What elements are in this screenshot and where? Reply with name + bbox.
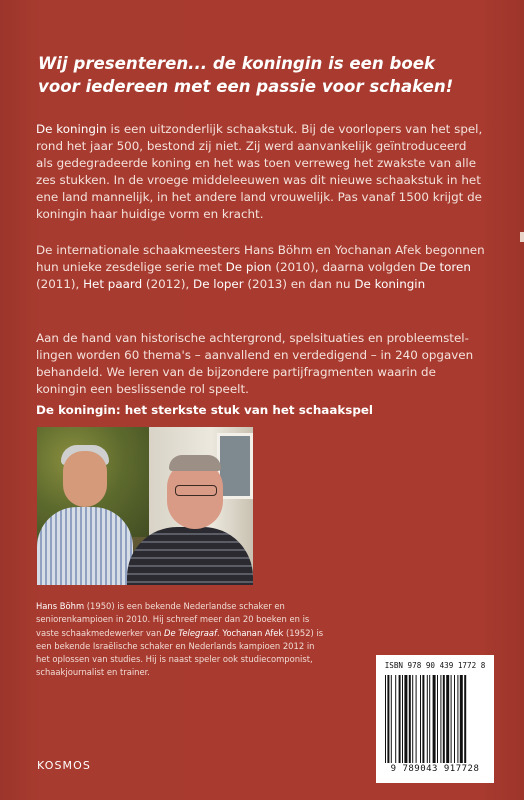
- bio-text: vaste schaakmedewerker van: [36, 627, 165, 638]
- glasses-icon: [175, 485, 217, 496]
- paragraph-line: [36, 259, 506, 276]
- bio-line: [36, 600, 366, 613]
- barcode-bar: [399, 675, 401, 763]
- paragraph-line: lingen worden 60 thema's – aanvallend en verdedigend – in 240 opgaven: [36, 348, 474, 362]
- paragraph-text: (2012),: [142, 277, 194, 291]
- authors-photo: [37, 427, 253, 585]
- barcode-bars-icon: [385, 675, 489, 763]
- paragraph-line: koningin een beslissende rol speelt.: [36, 382, 249, 396]
- paragraph-line: [36, 121, 506, 138]
- barcode-bar: [409, 675, 411, 763]
- barcode-bar: [437, 675, 438, 763]
- paragraph-line: ene land mannelijk, in het andere land vrouwelijk. Pas vanaf 1500 krijgt de: [36, 190, 482, 204]
- barcode-bar: [451, 675, 452, 763]
- author-bio: [36, 600, 366, 680]
- edge-mark: [520, 232, 524, 242]
- paragraph-line: als gedegradeerde koning en het was toen verreweg het zwakste van alle: [36, 156, 477, 170]
- barcode-bar: [427, 675, 428, 763]
- author-name-afek: Yochanan Afek: [222, 627, 284, 638]
- barcode-bar: [429, 675, 430, 763]
- barcode-bar: [416, 675, 417, 763]
- barcode-bar: [433, 675, 436, 763]
- barcode-bar: [391, 675, 392, 763]
- paragraph-line: Aan de hand van historische achtergrond, spelsituaties en probleemstel-: [36, 331, 469, 345]
- barcode-bar: [385, 675, 386, 763]
- publisher-logo: KOSMOS: [37, 759, 91, 772]
- bio-text: (1952) is: [283, 627, 324, 638]
- series-title-loper: De loper: [193, 277, 244, 291]
- barcode-bar: [457, 675, 458, 763]
- isbn-label: ISBN 978 90 439 1772 8: [384, 661, 486, 670]
- barcode-bar: [464, 675, 466, 763]
- barcode-bar: [395, 675, 396, 763]
- paragraph-line: [36, 276, 506, 293]
- barcode: [376, 655, 494, 783]
- intro-paragraph: [36, 121, 506, 223]
- content-paragraph: [36, 330, 506, 398]
- barcode-bar: [420, 675, 421, 763]
- paragraph-text: is een uitzonderlijk schaakstuk. Bij de voorlopers van het spel,: [106, 122, 483, 136]
- bio-line: een bekende Israëlische schaker en Nederlands kampioen 2012 in: [36, 640, 315, 651]
- barcode-bar: [402, 675, 403, 763]
- paragraph-line: rond het jaar 500, bestond zij niet. Zij werd aanvankelijk geïntroduceerd: [36, 139, 467, 153]
- author-name-bohm: Hans Böhm: [36, 601, 85, 611]
- book-title: De koningin: [36, 122, 107, 136]
- bio-line: [36, 627, 366, 640]
- bio-line: het oplossen van studies. Hij is naast speler ook studiecomponist,: [36, 654, 313, 665]
- bio-text: .: [217, 627, 223, 638]
- series-paragraph: [36, 242, 506, 293]
- barcode-bar: [454, 675, 455, 763]
- barcode-bar: [404, 675, 407, 763]
- barcode-bar: [422, 675, 424, 763]
- paragraph-text: (2013) en dan nu: [243, 277, 355, 291]
- headline-line: Wij presenteren... de koningin is een boek: [38, 54, 436, 73]
- headline: [38, 52, 508, 98]
- author-left-shirt: [37, 507, 133, 585]
- newspaper-title: De Telegraaf: [164, 627, 217, 638]
- paragraph-line: koningin haar huidige vorm en kracht.: [36, 207, 264, 221]
- series-title-koningin: De koningin: [354, 277, 426, 291]
- series-title-toren: De toren: [419, 260, 471, 274]
- paragraph-line: behandeld. We leren van de bijzondere partijfragmenten waarin de: [36, 365, 436, 379]
- bio-text: (1950) is een bekende Nederlandse schaker en: [84, 601, 285, 611]
- headline-line: voor iedereen met een passie voor schaken!: [38, 77, 454, 96]
- paragraph-text: (2011),: [36, 277, 80, 291]
- tagline: De koningin: het sterkste stuk van het schaakspel: [36, 403, 373, 417]
- paragraph-text: (2010), daarna volgden: [271, 260, 420, 274]
- author-left-face: [63, 451, 107, 507]
- bio-line: schaakjournalist en trainer.: [36, 667, 150, 678]
- barcode-bar: [440, 675, 441, 763]
- bio-line: seniorenkampioen in 2010. Hij schreef meer dan 20 boeken en is: [36, 614, 310, 625]
- author-right-hair: [169, 455, 221, 471]
- paragraph-line: zes stukken. In de vroege middeleeuwen was dit nieuwe schaakstuk in het: [36, 173, 481, 187]
- barcode-bar: [460, 675, 463, 763]
- barcode-bar: [443, 675, 445, 763]
- barcode-digits: 9 789043 917728: [390, 764, 480, 774]
- series-title-paard: Het paard: [83, 277, 143, 291]
- series-title-pion: De pion: [225, 260, 272, 274]
- barcode-bar: [446, 675, 449, 763]
- barcode-bar: [412, 675, 413, 763]
- paragraph-line: De internationale schaakmeesters Hans Böhm en Yochanan Afek begonnen: [36, 243, 485, 257]
- paragraph-text: hun unieke zesdelige serie met: [36, 260, 226, 274]
- barcode-bar: [387, 675, 389, 763]
